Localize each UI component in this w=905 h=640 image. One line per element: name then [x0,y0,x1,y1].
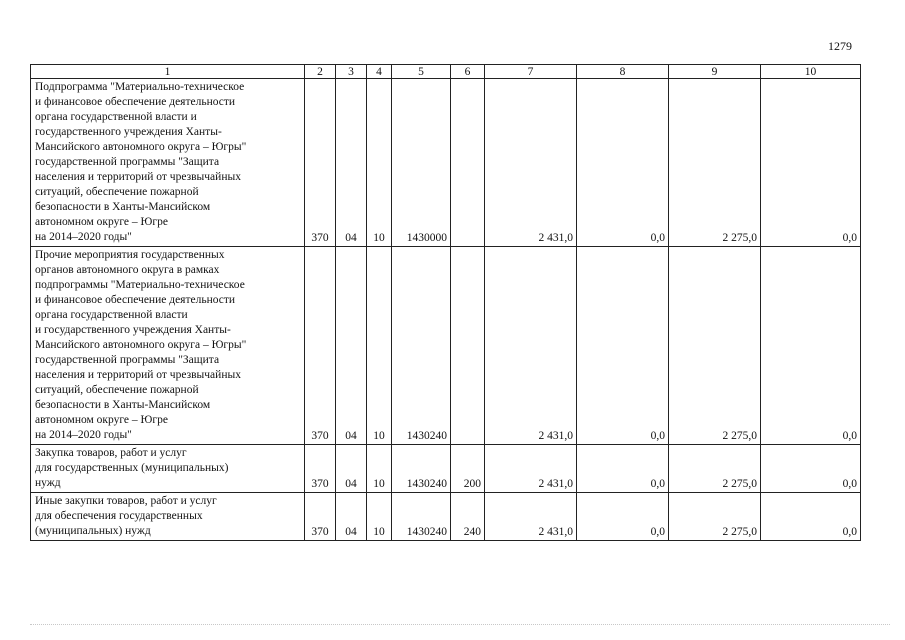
column-header: 6 [451,65,485,79]
cell-amount: 0,0 [761,445,861,493]
cell-amount: 2 275,0 [669,445,761,493]
cell-ministry-code: 370 [305,493,336,541]
cell-section: 04 [336,493,367,541]
cell-amount: 2 431,0 [485,247,577,445]
row-description: Иные закупки товаров, работ и услуг для обеспечения государственных (муниципальных) нужд [31,493,305,541]
cell-amount: 2 275,0 [669,79,761,247]
cell-subsection: 10 [367,79,392,247]
column-header: 4 [367,65,392,79]
cell-amount: 0,0 [577,493,669,541]
cell-section: 04 [336,247,367,445]
table-row [31,493,861,541]
cell-expense-type: 200 [451,445,485,493]
column-header: 2 [305,65,336,79]
table-header-row [31,65,861,79]
cell-section: 04 [336,79,367,247]
budget-table [30,64,861,541]
column-header: 8 [577,65,669,79]
cell-amount: 2 431,0 [485,493,577,541]
cell-amount: 2 275,0 [669,493,761,541]
column-header: 7 [485,65,577,79]
cell-expense-type [451,247,485,445]
table-row [31,79,861,247]
cell-amount: 0,0 [761,247,861,445]
page-number: 1279 [828,39,852,53]
cell-section: 04 [336,445,367,493]
cell-amount: 2 431,0 [485,445,577,493]
table-row [31,445,861,493]
table-row [31,247,861,445]
cell-ministry-code: 370 [305,247,336,445]
cell-amount: 0,0 [577,247,669,445]
cell-ministry-code: 370 [305,79,336,247]
column-header: 1 [31,65,305,79]
column-header: 3 [336,65,367,79]
cell-amount: 2 275,0 [669,247,761,445]
column-header: 5 [392,65,451,79]
cell-target-article: 1430240 [392,247,451,445]
column-header: 9 [669,65,761,79]
scan-noise-line [30,624,890,625]
cell-subsection: 10 [367,247,392,445]
cell-amount: 2 431,0 [485,79,577,247]
cell-ministry-code: 370 [305,445,336,493]
cell-amount: 0,0 [577,79,669,247]
cell-expense-type: 240 [451,493,485,541]
cell-target-article: 1430240 [392,493,451,541]
row-description: Прочие мероприятия государственных органов автономного округа в рамках подпрограммы "Материально-техническое и финансовое обеспечение деятельности органа государственной власти и государственного учреждения Ханты- Мансийского автономного округа – Югры" государственной программы "Защита населения и территорий от чрезвычайных ситуаций, обеспечение пожарной безопасности в Ханты-Мансийском автономном округе – Югре на 2014–2020 годы" [31,247,305,445]
cell-subsection: 10 [367,493,392,541]
cell-subsection: 10 [367,445,392,493]
cell-amount: 0,0 [761,79,861,247]
cell-expense-type [451,79,485,247]
row-description: Подпрограмма "Материально-техническое и финансовое обеспечение деятельности органа государственной власти и государственного учреждения Ханты- Мансийского автономного округа – Югры" государственной программы "Защита населения и территорий от чрезвычайных ситуаций, обеспечение пожарной безопасности в Ханты-Мансийском автономном округе – Югре на 2014–2020 годы" [31,79,305,247]
cell-amount: 0,0 [577,445,669,493]
column-header: 10 [761,65,861,79]
cell-target-article: 1430000 [392,79,451,247]
row-description: Закупка товаров, работ и услуг для государственных (муниципальных) нужд [31,445,305,493]
cell-amount: 0,0 [761,493,861,541]
cell-target-article: 1430240 [392,445,451,493]
